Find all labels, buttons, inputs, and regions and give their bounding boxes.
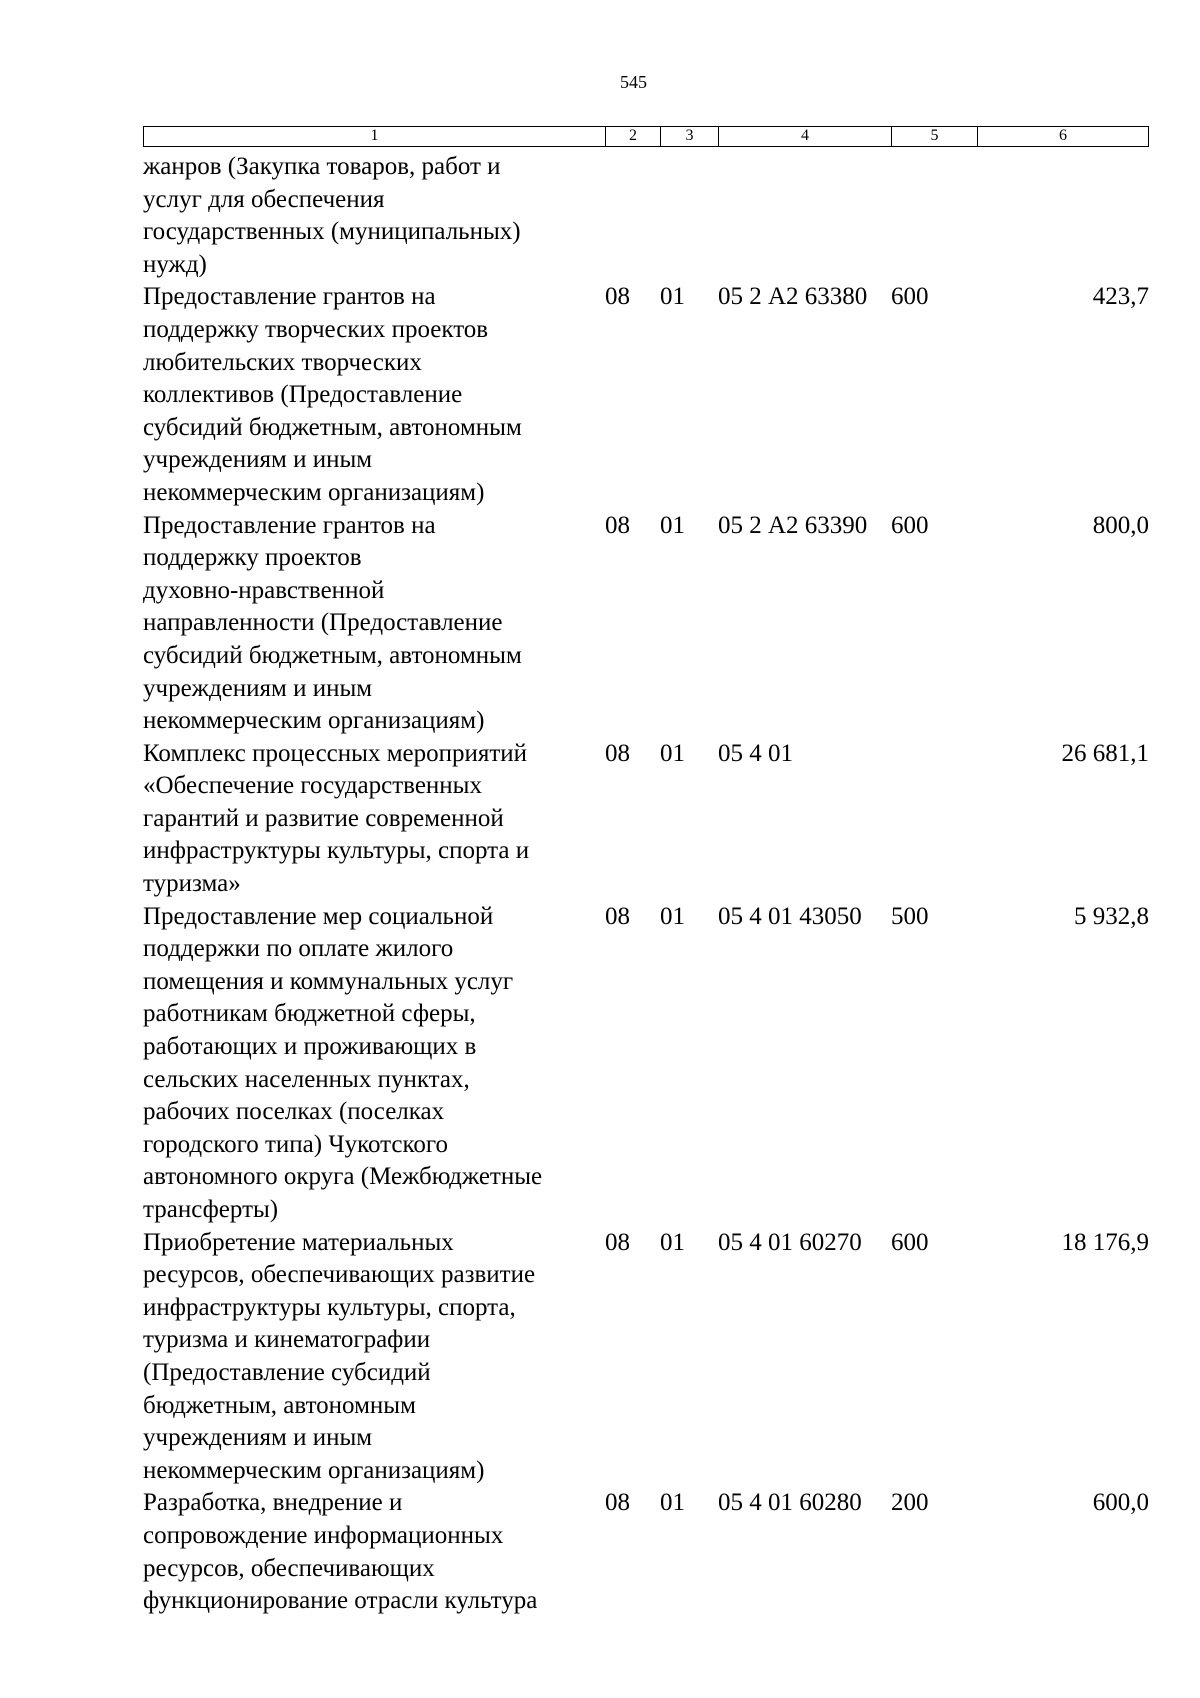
description-line: коллективов (Предоставление — [143, 381, 463, 409]
description-line: учреждениям и иным — [143, 674, 373, 702]
amount: 423,7 — [1092, 283, 1149, 311]
description-line: туризма и кинематографии — [143, 1326, 431, 1354]
amount: 26 681,1 — [1061, 739, 1149, 767]
description-line: автономного округа (Межбюджетные — [143, 1163, 543, 1191]
column-header-2: 2 — [606, 127, 661, 146]
expense-type-code: 600 — [891, 283, 929, 311]
description-line: учреждениям и иным — [143, 1424, 373, 1452]
target-article-code — [718, 151, 891, 281]
description-line: некоммерческим организациям) — [143, 707, 485, 735]
description-line: поддержку творческих проектов — [143, 315, 489, 343]
subsection-code — [660, 151, 718, 281]
table-row — [143, 151, 1149, 281]
description-line: Предоставление грантов на — [143, 283, 436, 311]
description-line: поддержку проектов — [143, 544, 362, 572]
row-description — [143, 738, 605, 901]
table-row — [143, 281, 1149, 509]
description-line: Предоставление грантов на — [143, 511, 436, 539]
description-line: «Обеспечение государственных — [143, 772, 482, 800]
description-line: трансферты) — [143, 1196, 279, 1223]
section-code: 08 — [605, 511, 630, 539]
description-line: государственных (муниципальных) — [143, 218, 521, 246]
expense-type-code: 500 — [891, 902, 929, 930]
table-row — [143, 1487, 1149, 1617]
expense-type-code — [891, 151, 977, 281]
row-description — [143, 281, 605, 509]
description-line: некоммерческим организациям) — [143, 478, 485, 506]
target-article-code: 05 4 01 60270 — [718, 1228, 862, 1256]
column-header-6: 6 — [1059, 127, 1067, 144]
description-line: функционирование отрасли культура — [143, 1587, 538, 1615]
amount: 18 176,9 — [1061, 1228, 1149, 1256]
target-article-code: 05 4 01 43050 — [718, 902, 862, 930]
description-line: субсидий бюджетным, автономным — [143, 413, 522, 441]
subsection-code: 01 — [660, 1228, 685, 1256]
row-description — [143, 151, 605, 281]
subsection-code: 01 — [660, 511, 685, 539]
row-description — [143, 510, 605, 738]
table-row — [143, 510, 1149, 738]
target-article-code: 05 4 01 — [718, 739, 793, 767]
expense-type-code: 600 — [891, 511, 929, 539]
description-line: поддержки по оплате жилого — [143, 935, 454, 963]
description-line: услуг для обеспечения — [143, 185, 385, 213]
description-line: Предоставление мер социальной — [143, 902, 494, 930]
table-body — [143, 151, 1149, 1618]
description-line: ресурсов, обеспечивающих — [143, 1554, 435, 1582]
subsection-code: 01 — [660, 902, 685, 930]
description-line: Разработка, внедрение и — [143, 1489, 403, 1517]
row-description — [143, 1227, 605, 1488]
description-line: сельских населенных пунктах, — [143, 1065, 470, 1093]
description-line: гарантий и развитие современной — [143, 804, 504, 832]
table-row — [143, 901, 1149, 1227]
column-header-5: 5 — [892, 127, 978, 146]
description-line: нужд) — [143, 250, 207, 278]
description-line: любительских творческих — [143, 348, 422, 376]
table-header — [143, 126, 1149, 147]
description-line: помещения и коммунальных услуг — [143, 967, 514, 995]
table-row — [143, 1227, 1149, 1488]
table-row — [143, 738, 1149, 901]
expense-type-code: 200 — [891, 1489, 929, 1517]
expense-type-code — [891, 738, 977, 901]
description-line: городского типа) Чукотского — [143, 1130, 448, 1158]
column-header-4: 4 — [719, 127, 892, 146]
row-description — [143, 901, 605, 1227]
target-article-code: 05 4 01 60280 — [718, 1489, 862, 1517]
page-number: 545 — [620, 72, 647, 92]
description-line: инфраструктуры культуры, спорта и — [143, 837, 530, 865]
description-line: работникам бюджетной сферы, — [143, 1000, 476, 1028]
subsection-code: 01 — [660, 1489, 685, 1517]
description-line: работающих и проживающих в — [143, 1033, 477, 1061]
column-header-1: 1 — [144, 127, 606, 146]
section-code: 08 — [605, 283, 630, 311]
subsection-code: 01 — [660, 739, 685, 767]
description-line: туризма» — [143, 870, 241, 898]
section-code: 08 — [605, 1489, 630, 1517]
description-line: жанров (Закупка товаров, работ и — [143, 153, 501, 180]
description-line: субсидий бюджетным, автономным — [143, 641, 522, 669]
description-line: некоммерческим организациям) — [143, 1456, 485, 1484]
description-line: инфраструктуры культуры, спорта, — [143, 1293, 516, 1321]
amount: 5 932,8 — [1074, 902, 1149, 930]
amount: 600,0 — [1092, 1489, 1149, 1517]
row-description — [143, 1487, 605, 1617]
expense-type-code: 600 — [891, 1228, 929, 1256]
description-line: сопровождение информационных — [143, 1521, 504, 1549]
column-header-3: 3 — [661, 127, 719, 146]
section-code: 08 — [605, 739, 630, 767]
description-line: Комплекс процессных мероприятий — [143, 739, 528, 767]
description-line: (Предоставление субсидий — [143, 1358, 431, 1386]
description-line: направленности (Предоставление — [143, 609, 503, 637]
description-line: ресурсов, обеспечивающих развитие — [143, 1261, 536, 1289]
description-line: духовно-нравственной — [143, 576, 385, 604]
description-line: учреждениям и иным — [143, 446, 373, 474]
amount: 800,0 — [1092, 511, 1149, 539]
section-code — [605, 151, 660, 281]
subsection-code: 01 — [660, 283, 685, 311]
description-line: бюджетным, автономным — [143, 1391, 416, 1419]
description-line: Приобретение материальных — [143, 1228, 454, 1256]
target-article-code: 05 2 А2 63380 — [718, 283, 868, 311]
target-article-code: 05 2 А2 63390 — [718, 511, 868, 539]
section-code: 08 — [605, 1228, 630, 1256]
amount — [977, 151, 1149, 281]
description-line: рабочих поселках (поселках — [143, 1098, 445, 1126]
section-code: 08 — [605, 902, 630, 930]
